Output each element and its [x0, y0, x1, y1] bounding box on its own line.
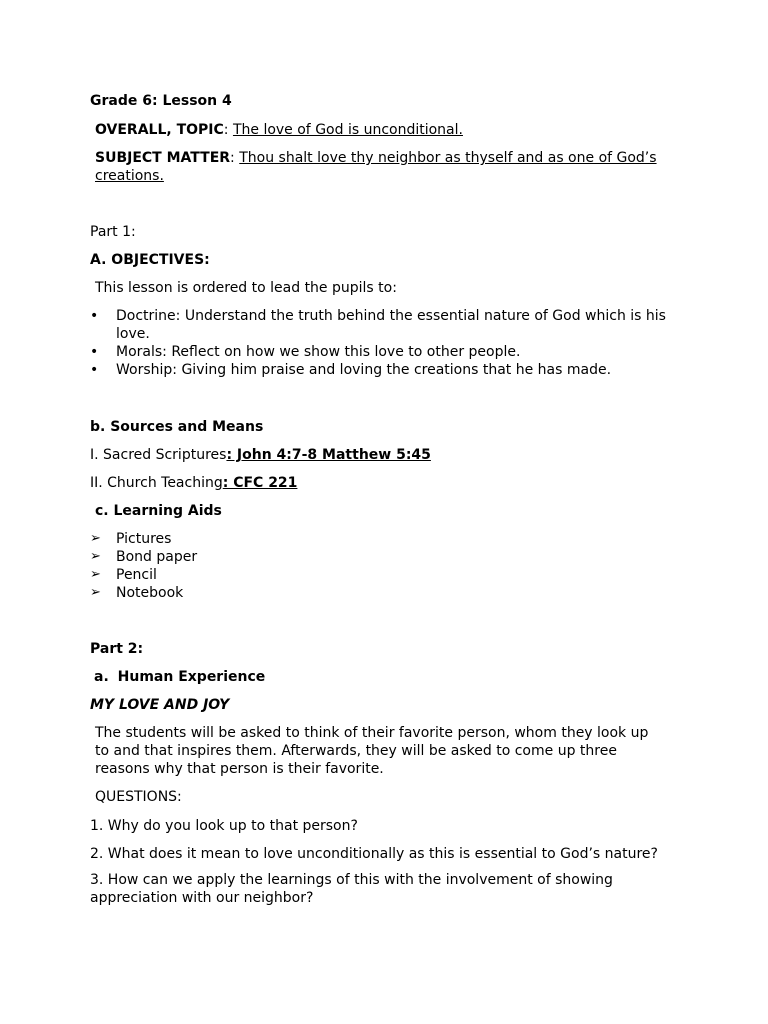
- human-experience-heading: [90, 668, 265, 686]
- scripture-line: [90, 446, 431, 464]
- objective-item: [90, 307, 670, 343]
- questions-label: QUESTIONS:: [95, 789, 182, 805]
- overall-topic-line: [90, 121, 463, 139]
- activity-title: MY LOVE AND JOY: [90, 697, 230, 713]
- part2-label: Part 2:: [90, 641, 144, 657]
- church-teaching-label: II. Church Teaching: [90, 475, 223, 491]
- part1-label: Part 1:: [90, 224, 136, 240]
- objectives-heading: A. OBJECTIVES:: [90, 252, 210, 268]
- objectives-intro: This lesson is ordered to lead the pupils to:: [95, 280, 397, 296]
- bullet-marker: •: [90, 344, 99, 360]
- bullet-marker: •: [90, 362, 99, 378]
- activity-paragraph: The students will be asked to think of their favorite person, whom they look up to and that inspires them. Afterwards, they will be asked to come up three reasons why that person is their favorite.: [95, 725, 649, 777]
- arrow-bullet-icon: ➢: [90, 549, 101, 564]
- scripture-value: : John 4:7-8 Matthew 5:45: [226, 447, 431, 463]
- learning-aid-text: Bond paper: [116, 549, 198, 565]
- learning-aid-item: [90, 566, 670, 584]
- question-item: 3. How can we apply the learnings of this with the involvement of showing appreciation with our neighbor?: [90, 872, 613, 906]
- subject-matter-sep: :: [230, 150, 240, 166]
- church-teaching-line: [90, 474, 297, 492]
- lesson-heading: Grade 6: Lesson 4: [90, 93, 232, 109]
- objective-item: [90, 361, 670, 379]
- subject-matter-value: Thou shalt love thy neighbor as thyself and as one of God’s creations.: [95, 150, 657, 184]
- learning-aid-text: Pictures: [116, 531, 172, 547]
- question-item: 2. What does it mean to love unconditionally as this is essential to God’s nature?: [90, 846, 658, 862]
- objective-text: Worship: Giving him praise and loving the creations that he has made.: [116, 362, 612, 378]
- overall-topic-value: The love of God is unconditional.: [232, 122, 463, 138]
- scripture-label: I. Sacred Scriptures: [90, 447, 227, 463]
- subject-matter-label: SUBJECT MATTER: [95, 150, 231, 166]
- learning-aid-item: [90, 548, 670, 566]
- learning-aid-item: [90, 530, 670, 548]
- learning-aid-item: [90, 584, 670, 602]
- arrow-bullet-icon: ➢: [90, 585, 101, 600]
- learning-aids-heading: c. Learning Aids: [95, 503, 222, 519]
- learning-aid-text: Notebook: [116, 585, 184, 601]
- arrow-bullet-icon: ➢: [90, 531, 101, 546]
- objective-item: [90, 343, 670, 361]
- bullet-marker: •: [90, 308, 99, 324]
- arrow-bullet-icon: ➢: [90, 567, 101, 582]
- overall-topic-sep: :: [223, 122, 233, 138]
- human-experience-marker: a.: [94, 669, 109, 685]
- church-teaching-value: : CFC 221: [222, 475, 298, 491]
- question-item: 1. Why do you look up to that person?: [90, 818, 358, 834]
- learning-aid-text: Pencil: [116, 567, 157, 583]
- sources-heading: b. Sources and Means: [90, 419, 264, 435]
- objective-text: Morals: Reflect on how we show this love to other people.: [116, 344, 521, 360]
- objective-text: Doctrine: Understand the truth behind the essential nature of God which is his love.: [116, 308, 666, 342]
- subject-matter-line: [90, 149, 665, 185]
- human-experience-title: Human Experience: [117, 669, 266, 685]
- overall-topic-label: OVERALL, TOPIC: [95, 122, 224, 138]
